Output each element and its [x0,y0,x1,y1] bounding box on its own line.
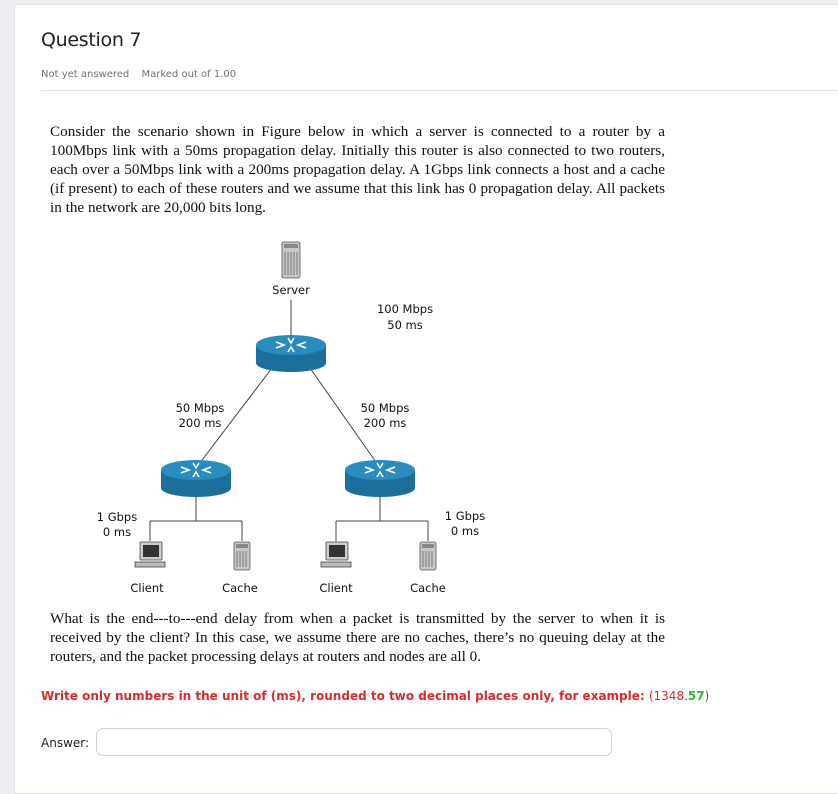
right-cache-label: Cache [410,581,446,595]
scenario-text: Consider the scenario shown in Figure below in which a server is connected to a router by a 100Mbps link with a 50ms propagation delay. Initially this router is also connected to two routers, each over a 50Mbps link with a 200ms propagation delay. A 1Gbps link connects a host and a cache (if present) to each of these routers and we assume that this link has 0 propagation delay. All packets in the network are 20,000 bits long. [50,123,665,216]
right-link-rate: 50 Mbps [360,401,410,415]
instruction-example-close: ) [704,689,710,703]
answer-label: Answer: [41,736,90,750]
computer-icon [135,542,165,567]
question-title: Question 7 [41,29,142,51]
server-link-rate: 100 Mbps [376,302,434,316]
router-icon [161,460,231,497]
right-lan-delay: 0 ms [450,524,480,538]
left-link-delay: 200 ms [178,416,222,430]
answer-instruction [41,689,709,703]
right-lan-rate: 1 Gbps [444,509,486,523]
router-icon [256,335,326,372]
right-client-label: Client [319,581,353,595]
question-status: Not yet answered [41,69,130,80]
left-cache-label: Cache [222,581,258,595]
instruction-example-open: (1348. [648,689,688,703]
left-lan-delay: 0 ms [102,525,132,539]
computer-icon [321,542,351,567]
question-text: What is the end---to---end delay from when a packet is transmitted by the server to when it is received by the client? In this case, we assume there are no caches, there’s no queuing delay at the routers, and the packet processing delays at routers and nodes are all 0. [50,610,665,665]
left-link-rate: 50 Mbps [175,401,225,415]
instruction-example-decimals: 57 [687,689,705,703]
question-marks: Marked out of 1.00 [141,69,237,80]
server-label: Server [272,283,310,297]
cache-server-icon [420,542,436,570]
left-client-label: Client [130,581,164,595]
instruction-main: Write only numbers in the unit of (ms), rounded to two decimal places only, for example: [41,689,649,703]
left-lan-rate: 1 Gbps [96,510,138,524]
right-link-delay: 200 ms [363,416,407,430]
answer-input[interactable] [96,728,612,756]
server-icon [282,242,300,278]
server-link-delay: 50 ms [387,318,423,332]
router-icon [345,460,415,497]
cache-server-icon [234,542,250,570]
